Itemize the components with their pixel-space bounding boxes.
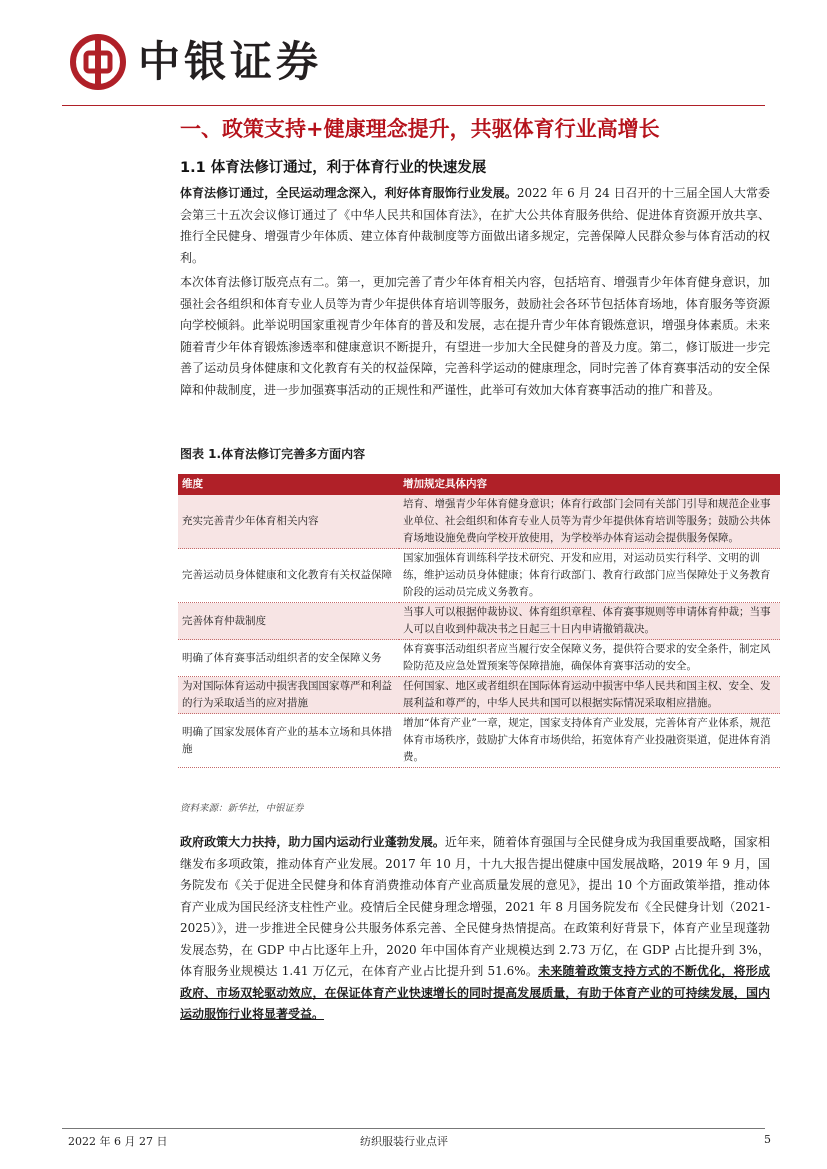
table-cell-content: 增加“体育产业”一章，规定，国家支持体育产业发展，完善体育产业体系，规范体育市场秩序，鼓励扩大体育市场供给，拓宽体育产业投融资渠道，促进体育消费。 [399, 714, 780, 768]
footer-page-number: 5 [764, 1133, 771, 1146]
paragraph-1 [180, 183, 770, 269]
table-cell-content: 培育、增强青少年体育健身意识；体育行政部门会同有关部门引导和规范企业事业单位、社会组织和体育专业人员等为青少年提供体育培训等服务；鼓励公共体育场地设施免费向学校开放使用，为学校举办体育运动会提供服务保障。 [399, 495, 780, 549]
table-cell-dimension: 明确了体育赛事活动组织者的安全保障义务 [178, 640, 399, 677]
table-cell-content: 体育赛事活动组织者应当履行安全保障义务，提供符合要求的安全条件，制定风险防范及应急处置预案等保障措施，确保体育赛事活动的安全。 [399, 640, 780, 677]
brand-name: 中银证券 [138, 37, 323, 86]
paragraph-3-text: 近年来，随着体育强国与全民健身成为我国重要战略，国家相继发布多项政策，推动体育产业发展。2017 年 10 月，十九大报告提出健康中国发展战略，2019 年 9 月，国务院发布《关于促进全民健身和体育消费推动体育产业高质量发展的意见》，提出 10 个方面政策举措，推动体育产业成为国民经济支柱性产业。疫情后全民健身理念增强，2021 年 8 月国务院发布《全民健身计划（2021-2025）》，进一步推进全民健身公共服务体系完善、全民健身热情提高。在政策利好背景下，体育产业呈现蓬勃发展态势，在 GDP 中占比逐年上升，2020 年中国体育产业规模达到 2.73 万亿，在 GDP 占比提升到 3%，体育服务业规模达 1.41 万亿元，在体育产业占比提升到 51.6%。 [180, 835, 770, 978]
paragraph-1-text: 2022 年 6 月 24 日召开的十三届全国人大常委会第三十五次会议修订通过了《中华人民共和国体育法》，在扩大公共体育服务供给、促进体育资源开放共享、推行全民健身、增强青少年体质、建立体育仲裁制度等方面做出诸多规定，完善保障人民群众参与体育活动的权利。 [180, 186, 770, 265]
paragraph-3 [180, 832, 770, 1026]
table-header-content: 增加规定具体内容 [399, 474, 780, 495]
table-cell-content: 当事人可以根据仲裁协议、体育组织章程、体育赛事规则等申请体育仲裁；当事人可以自收到仲裁决书之日起三十日内申请撤销裁决。 [399, 603, 780, 640]
table-row [178, 549, 780, 603]
table-cell-dimension: 完善体育仲裁制度 [178, 603, 399, 640]
paragraph-1-lead: 体育法修订通过，全民运动理念深入，利好体育服饰行业发展。 [180, 186, 517, 200]
table-cell-dimension: 为对国际体育运动中损害我国国家尊严和利益的行为采取适当的应对措施 [178, 677, 399, 714]
table-row [178, 603, 780, 640]
table-row [178, 640, 780, 677]
header-divider [62, 105, 765, 106]
table-row [178, 495, 780, 549]
figure-table [178, 474, 780, 768]
figure-title: 图表 1.体育法修订完善多方面内容 [180, 447, 366, 461]
section-title: 一、政策支持+健康理念提升，共驱体育行业高增长 [180, 117, 660, 141]
footer-date: 2022 年 6 月 27 日 [68, 1135, 168, 1148]
table-header-dimension: 维度 [178, 474, 399, 495]
paragraph-3-lead: 政府政策大力扶持，助力国内运动行业蓬勃发展。 [180, 835, 445, 849]
table-header-row [178, 474, 780, 495]
table-cell-dimension: 完善运动员身体健康和文化教育有关权益保障 [178, 549, 399, 603]
table-row [178, 677, 780, 714]
bank-of-china-logo-icon [70, 34, 126, 90]
figure-source: 资料来源：新华社，中银证券 [180, 803, 304, 814]
footer-report-type: 纺织服装行业点评 [360, 1135, 448, 1148]
paragraph-3-underline: 未来随着政策支持方式的不断优化，将形成政府、市场双轮驱动效应，在保证体育产业快速增长的同时提高发展质量，有助于体育产业的可持续发展，国内运动服饰行业将显著受益。 [180, 964, 770, 1021]
table-cell-dimension: 充实完善青少年体育相关内容 [178, 495, 399, 549]
table-cell-content: 国家加强体育训练科学技术研究、开发和应用，对运动员实行科学、文明的训练，维护运动员身体健康；体育行政部门、教育行政部门应当保障处于义务教育阶段的运动员完成义务教育。 [399, 549, 780, 603]
table-cell-content: 任何国家、地区或者组织在国际体育运动中损害中华人民共和国主权、安全、发展利益和尊严的，中华人民共和国可以根据实际情况采取相应措施。 [399, 677, 780, 714]
paragraph-2: 本次体育法修订版亮点有二。第一，更加完善了青少年体育相关内容，包括培育、增强青少年体育健身意识，加强社会各组织和体育专业人员等为青少年提供体育培训等服务，鼓励社会各环节包括体育场地，体育服务等资源向学校倾斜。此举说明国家重视青少年体育的普及和发展，志在提升青少年体育锻炼意识，增强身体素质。未来随着青少年体育锻炼渗透率和健康意识不断提升，有望进一步加大全民健身的普及力度。第二，修订版进一步完善了运动员身体健康和文化教育有关的权益保障，完善科学运动的健康理念，同时完善了体育赛事活动的安全保障和仲裁制度，进一步加强赛事活动的正规性和严谨性，此举可有效加大体育赛事活动的推广和普及。 [180, 275, 770, 397]
footer-divider [62, 1128, 765, 1129]
table-cell-dimension: 明确了国家发展体育产业的基本立场和具体措施 [178, 714, 399, 768]
sub-section-title: 1.1 体育法修订通过，利于体育行业的快速发展 [180, 160, 487, 176]
table-row [178, 714, 780, 768]
